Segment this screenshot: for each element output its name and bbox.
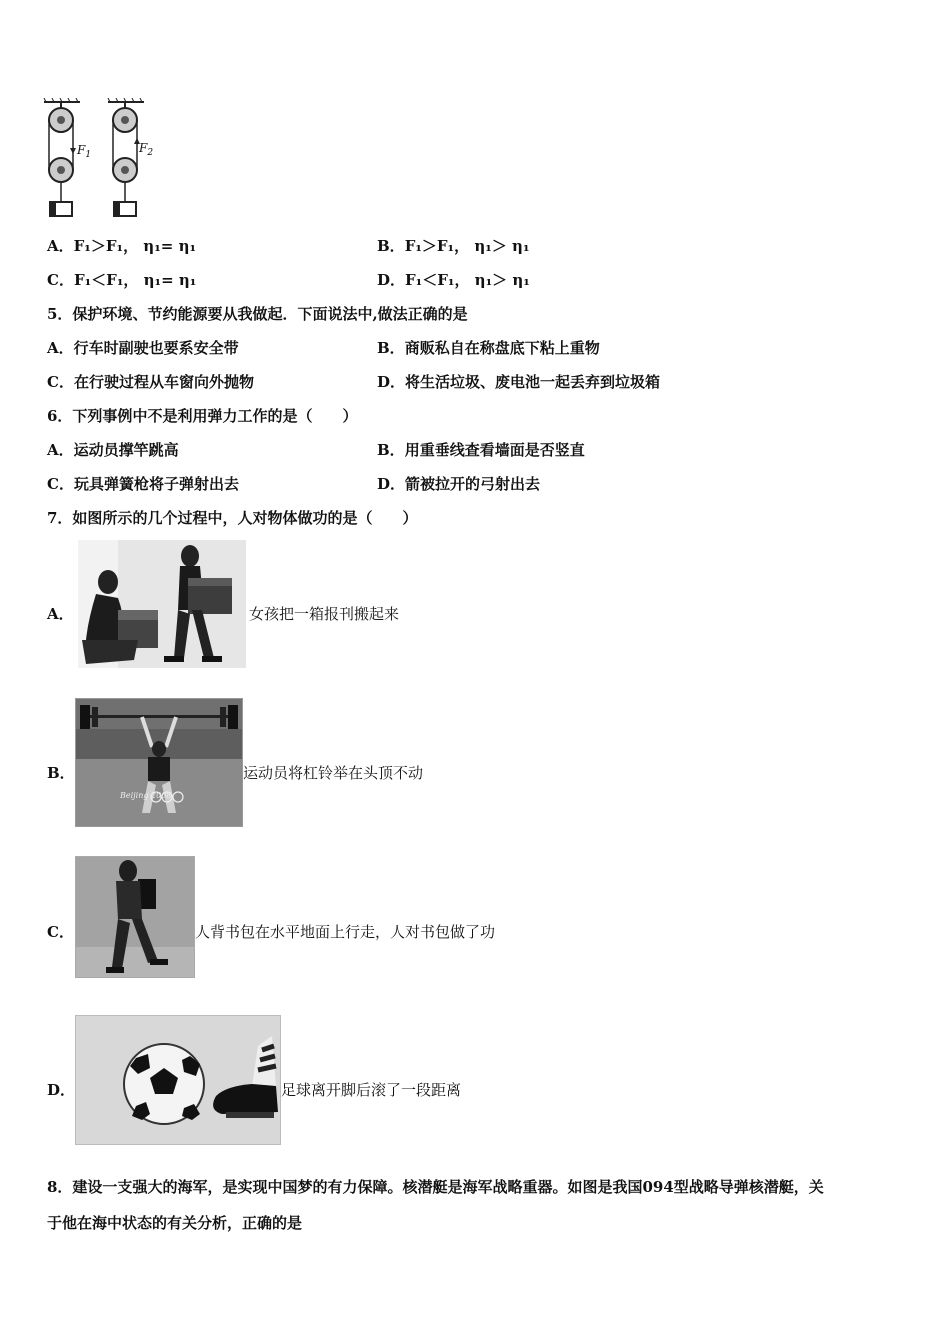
- q7-option-c-text[interactable]: 人背书包在水平地面上行走，人对书包做了功: [195, 923, 496, 941]
- q5-stem: 5．保护环境、节约能源要从我做起．下面说法中,做法正确的是: [47, 305, 468, 323]
- q8-stem-line2: 于他在海中状态的有关分析，正确的是: [47, 1214, 303, 1232]
- q6-option-b[interactable]: B．用重垂线查看墙面是否竖直: [377, 441, 585, 459]
- q5-option-c[interactable]: C．在行驶过程从车窗向外抛物: [47, 373, 254, 391]
- photo-soccer-ball-and-shoe: [75, 1015, 281, 1145]
- q4-option-c[interactable]: C．F₁＜F₁， η₁= η₁: [47, 271, 197, 289]
- q7-option-a-text[interactable]: 女孩把一箱报刊搬起来: [249, 605, 400, 623]
- q7-option-d-text[interactable]: 足球离开脚后滚了一段距离: [281, 1081, 462, 1099]
- force-label-f1: $F_1$: [77, 143, 92, 160]
- q7-option-c-letter[interactable]: C．: [47, 923, 74, 941]
- q6-stem: 6．下列事例中不是利用弹力工作的是（ ）: [47, 407, 358, 425]
- q5-option-a[interactable]: A．行车时副驶也要系安全带: [47, 339, 239, 357]
- photo-caption-beijing: Beijing 2008: [120, 791, 172, 800]
- q7-option-a-letter[interactable]: A．: [47, 605, 74, 623]
- q6-option-a[interactable]: A．运动员撑竿跳高: [47, 441, 179, 459]
- q7-option-b-text[interactable]: 运动员将杠铃举在头顶不动: [243, 764, 424, 782]
- q6-option-d[interactable]: D．箭被拉开的弓射出去: [377, 475, 541, 493]
- force-label-f2: $F_2$: [139, 141, 154, 158]
- photo-person-with-backpack: [75, 856, 195, 978]
- pulley-figure: [40, 98, 170, 220]
- q7-stem: 7．如图所示的几个过程中，人对物体做功的是（ ）: [47, 509, 418, 527]
- photo-girl-lifting-box: [78, 540, 246, 668]
- q5-option-d[interactable]: D．将生活垃圾、废电池一起丢弃到垃圾箱: [377, 373, 661, 391]
- pulley-system-left: [44, 98, 80, 216]
- q7-option-b-letter[interactable]: B．: [47, 764, 75, 782]
- q4-option-b[interactable]: B．F₁＞F₁， η₁＞ η₁: [377, 237, 530, 255]
- q4-option-a[interactable]: A．F₁＞F₁， η₁= η₁: [47, 237, 197, 255]
- photo-weightlifter: [75, 698, 243, 827]
- q4-option-d[interactable]: D．F₁＜F₁， η₁＞ η₁: [377, 271, 530, 289]
- q8-stem-line1: 8．建设一支强大的海军，是实现中国梦的有力保障。核潜艇是海军战略重器。如图是我国094型战略导弹核潜艇，关: [47, 1178, 824, 1196]
- q5-option-b[interactable]: B．商贩私自在称盘底下粘上重物: [377, 339, 600, 357]
- q6-option-c[interactable]: C．玩具弹簧枪将子弹射出去: [47, 475, 239, 493]
- q7-option-d-letter[interactable]: D．: [47, 1081, 76, 1099]
